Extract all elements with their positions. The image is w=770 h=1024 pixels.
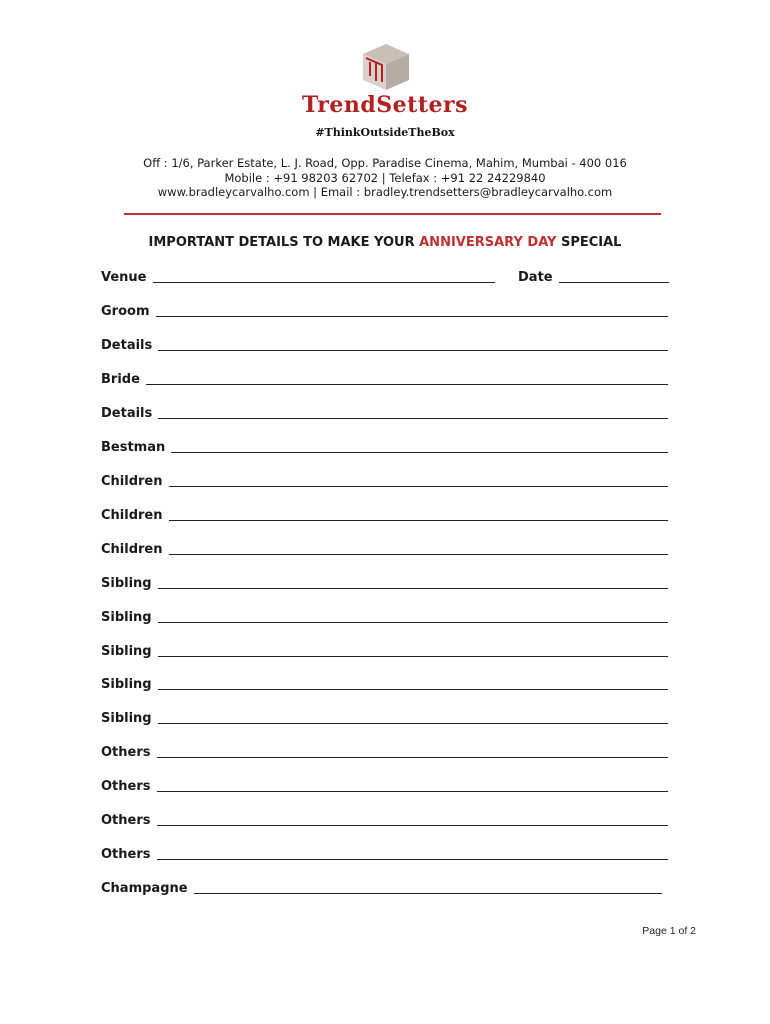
field-label: Children <box>101 508 163 523</box>
venue-label: Venue <box>101 270 147 285</box>
field-row <box>101 707 668 727</box>
field-label: Others <box>101 745 151 760</box>
page-number: Page 1 of 2 <box>642 925 696 937</box>
field-input-line[interactable] <box>158 723 668 724</box>
field-input-line[interactable] <box>169 554 668 555</box>
phone-line: Mobile : +91 98203 62702 | Telefax : +91 22 24229840 <box>224 171 546 185</box>
field-row <box>101 470 668 490</box>
field-row <box>101 843 668 863</box>
field-label: Details <box>101 406 153 421</box>
address-line: Off : 1/6, Parker Estate, L. J. Road, Opp. Paradise Cinema, Mahim, Mumbai - 400 016 <box>143 156 627 170</box>
field-input-line[interactable] <box>169 520 668 521</box>
field-input-line[interactable] <box>158 588 668 589</box>
field-row <box>101 402 668 422</box>
web-email-line: www.bradleycarvalho.com | Email : bradley.trendsetters@bradleycarvalho.com <box>157 185 613 199</box>
cube-logo-icon <box>360 42 412 92</box>
field-label: Others <box>101 813 151 828</box>
field-row <box>101 538 668 558</box>
heading-accent: ANNIVERSARY DAY <box>419 235 557 250</box>
field-row <box>101 775 668 795</box>
date-input-line[interactable] <box>559 282 669 283</box>
date-label: Date <box>518 270 553 285</box>
field-label: Groom <box>101 304 150 319</box>
field-label: Children <box>101 542 163 557</box>
brand-tagline: #ThinkOutsideTheBox <box>315 126 455 139</box>
field-row <box>101 877 662 897</box>
field-input-line[interactable] <box>158 418 668 419</box>
field-label: Sibling <box>101 711 152 726</box>
date-row <box>518 266 669 286</box>
field-input-line[interactable] <box>146 384 668 385</box>
field-row <box>101 504 668 524</box>
field-label: Champagne <box>101 881 188 896</box>
heading-prefix: IMPORTANT DETAILS TO MAKE YOUR <box>148 235 415 250</box>
brand-name: TrendSetters <box>302 92 468 118</box>
field-input-line[interactable] <box>158 656 668 657</box>
field-input-line[interactable] <box>158 689 668 690</box>
field-input-line[interactable] <box>156 316 668 317</box>
field-label: Bride <box>101 372 140 387</box>
field-input-line[interactable] <box>171 452 668 453</box>
field-input-line[interactable] <box>169 486 668 487</box>
field-label: Others <box>101 779 151 794</box>
field-row <box>101 300 668 320</box>
field-input-line[interactable] <box>194 893 662 894</box>
header-divider <box>124 213 661 215</box>
field-row <box>101 741 668 761</box>
field-label: Bestman <box>101 440 166 455</box>
heading-suffix: SPECIAL <box>560 235 622 250</box>
field-input-line[interactable] <box>158 350 668 351</box>
field-input-line[interactable] <box>158 622 668 623</box>
field-row <box>101 334 668 354</box>
field-label: Sibling <box>101 644 152 659</box>
field-label: Details <box>101 338 153 353</box>
field-label: Others <box>101 847 151 862</box>
field-row <box>101 436 668 456</box>
field-label: Children <box>101 474 163 489</box>
field-row <box>101 368 668 388</box>
field-label: Sibling <box>101 610 152 625</box>
field-input-line[interactable] <box>157 757 668 758</box>
field-row <box>101 673 668 693</box>
form-heading <box>0 235 770 250</box>
venue-input-line[interactable] <box>153 282 495 283</box>
field-label: Sibling <box>101 677 152 692</box>
field-row <box>101 606 668 626</box>
venue-row <box>101 266 495 286</box>
field-row <box>101 640 668 660</box>
field-input-line[interactable] <box>157 825 668 826</box>
field-input-line[interactable] <box>157 791 668 792</box>
field-row <box>101 572 668 592</box>
field-label: Sibling <box>101 576 152 591</box>
field-input-line[interactable] <box>157 859 668 860</box>
field-row <box>101 809 668 829</box>
